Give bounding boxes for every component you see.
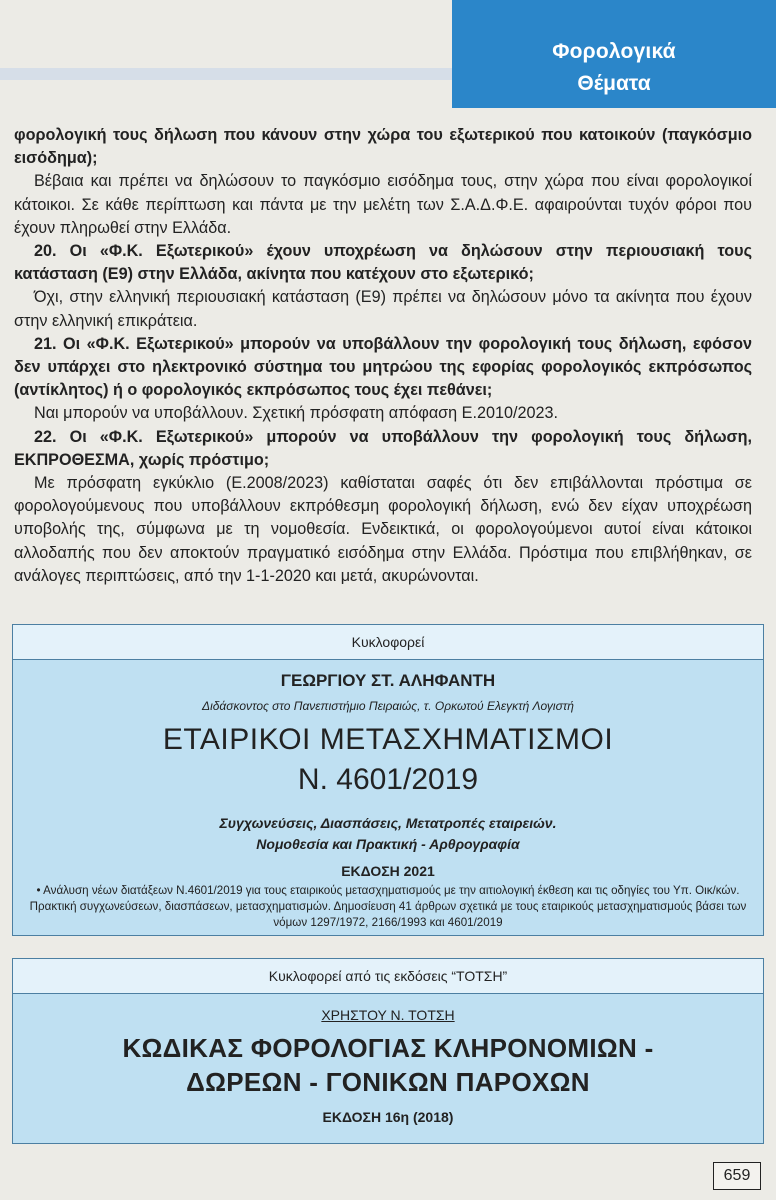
book-author: ΓΕΩΡΓΙΟΥ ΣΤ. ΑΛΗΦΑΝΤΗ (280, 671, 496, 690)
advert-banner: Κυκλοφορεί (13, 625, 763, 660)
book-subtitle-line1: Συγχωνεύσεις, Διασπάσεις, Μετατροπές εταιρειών. (219, 815, 557, 831)
paragraph-answer: Βέβαια και πρέπει να δηλώσουν το παγκόσμιο εισόδημα τους, στην χώρα που είναι φορολογικοί κάτοικοι. Σε κάθε περίπτωση και πάντα με την μελέτη των Σ.Α.Δ.Φ.Ε. αφαιρούνται τυχόν φόροι που έχουν πληρωθεί στην Ελλάδα. (14, 172, 752, 237)
section-title-line1: Φορολογικά (552, 40, 676, 63)
book-title-line1: ΕΤΑΙΡΙΚΟΙ ΜΕΤΑΣΧΗΜΑΤΙΣΜΟΙ (162, 723, 614, 756)
page-number: 659 (713, 1162, 761, 1190)
article-body (14, 124, 752, 588)
section-header (452, 0, 776, 108)
book-title-line2: Ν. 4601/2019 (297, 763, 479, 796)
section-title-line2: Θέματα (577, 72, 651, 95)
book-advert-inheritance-code (12, 958, 764, 1144)
book-edition: ΕΚΔΟΣΗ 16η (2018) (322, 1109, 454, 1125)
book-edition: ΕΚΔΟΣΗ 2021 (341, 863, 435, 879)
book-advert-mergers (12, 624, 764, 936)
paragraph-question: 22. Οι «Φ.Κ. Εξωτερικού» μπορούν να υποβάλλουν την φορολογική τους δήλωση, ΕΚΠΡΟΘΕΣΜΑ, χωρίς πρόστιμο; (14, 427, 752, 469)
book-title-line1: ΚΩΔΙΚΑΣ ΦΟΡΟΛΟΓΙΑΣ ΚΛΗΡΟΝΟΜΙΩΝ - (122, 1033, 654, 1063)
paragraph-answer: Με πρόσφατη εγκύκλιο (Ε.2008/2023) καθίσταται σαφές ότι δεν επιβάλλονται πρόστιμα σε φορολογούμενους που υποβάλλουν εκπρόθεσμη φορολογική δήλωση, ενώ δεν είχαν υποχρέωση υποβολής της, σύμφωνα με τη νομοθεσία. Ενδεικτικά, οι φορολογούμενοι αυτοί είναι κάτοικοι αλλοδαπής που δεν αποκτούν πραγματικό εισόδημα στην Ελλάδα. Πρόστιμα που επιβλήθηκαν, σε ανάλογες περιπτώσεις, από την 1-1-2020 και μετά, ακυρώνονται. (14, 474, 752, 585)
advert-content (13, 659, 763, 935)
book-author-name: ΧΡΗΣΤΟΥ Ν. ΤΟΤΣΗ (321, 1007, 455, 1023)
paragraph-answer: Ναι μπορούν να υποβάλλουν. Σχετική πρόσφατη απόφαση Ε.2010/2023. (34, 404, 558, 423)
book-title-line2: ΔΩΡΕΩΝ - ΓΟΝΙΚΩΝ ΠΑΡΟΧΩΝ (186, 1067, 590, 1097)
book-description: • Ανάλυση νέων διατάξεων Ν.4601/2019 για τους εταιρικούς μετασχηματισμούς με την αιτιολογική έκθεση και τις οδηγίες του Υπ. Οικ/κών. Πρακτική συγχωνεύσεων, διασπάσεων, μετασχηματισμών. Δημοσίευση 41 άρθρων σχετικά με τους εταιρικούς μετασχηματισμούς βάσει των νόμων 1297/1972, 2166/1993 και 4601/2019 (29, 884, 747, 929)
author-affiliation: Διδάσκοντος στο Πανεπιστήμιο Πειραιώς, τ. Ορκωτού Ελεγκτή Λογιστή (202, 699, 574, 713)
paragraph-question: 20. Οι «Φ.Κ. Εξωτερικού» έχουν υποχρέωση να δηλώσουν στην περιουσιακή τους κατάσταση (Ε9) στην Ελλάδα, ακίνητα που κατέχουν στο εξωτερικό; (14, 242, 752, 284)
paragraph-question: 21. Οι «Φ.Κ. Εξωτερικού» μπορούν να υποβάλλουν την φορολογική τους δήλωση, εφόσον δεν υπάρχει στο ηλεκτρονικό σύστημα του μητρώου της εφορίας φορολογικός εκπρόσωπος (αντίκλητος) ή ο φορολογικός εκπρόσωπος τους έχει πεθάνει; (14, 334, 752, 400)
paragraph-question: φορολογική τους δήλωση που κάνουν στην χώρα του εξωτερικού που κατοικούν (παγκόσμιο εισόδημα); (14, 126, 752, 168)
book-subtitle-line2: Νομοθεσία και Πρακτική - Αρθρογραφία (256, 836, 520, 852)
book-author (13, 1007, 763, 1023)
advert-banner: Κυκλοφορεί από τις εκδόσεις “ΤΟΤΣΗ” (13, 959, 763, 994)
advert-content (13, 993, 763, 1143)
paragraph-answer: Όχι, στην ελληνική περιουσιακή κατάσταση (Ε9) πρέπει να δηλώσουν μόνο τα ακίνητα που έχουν στην ελληνική επικράτεια. (14, 288, 752, 330)
header-rule (0, 68, 452, 80)
